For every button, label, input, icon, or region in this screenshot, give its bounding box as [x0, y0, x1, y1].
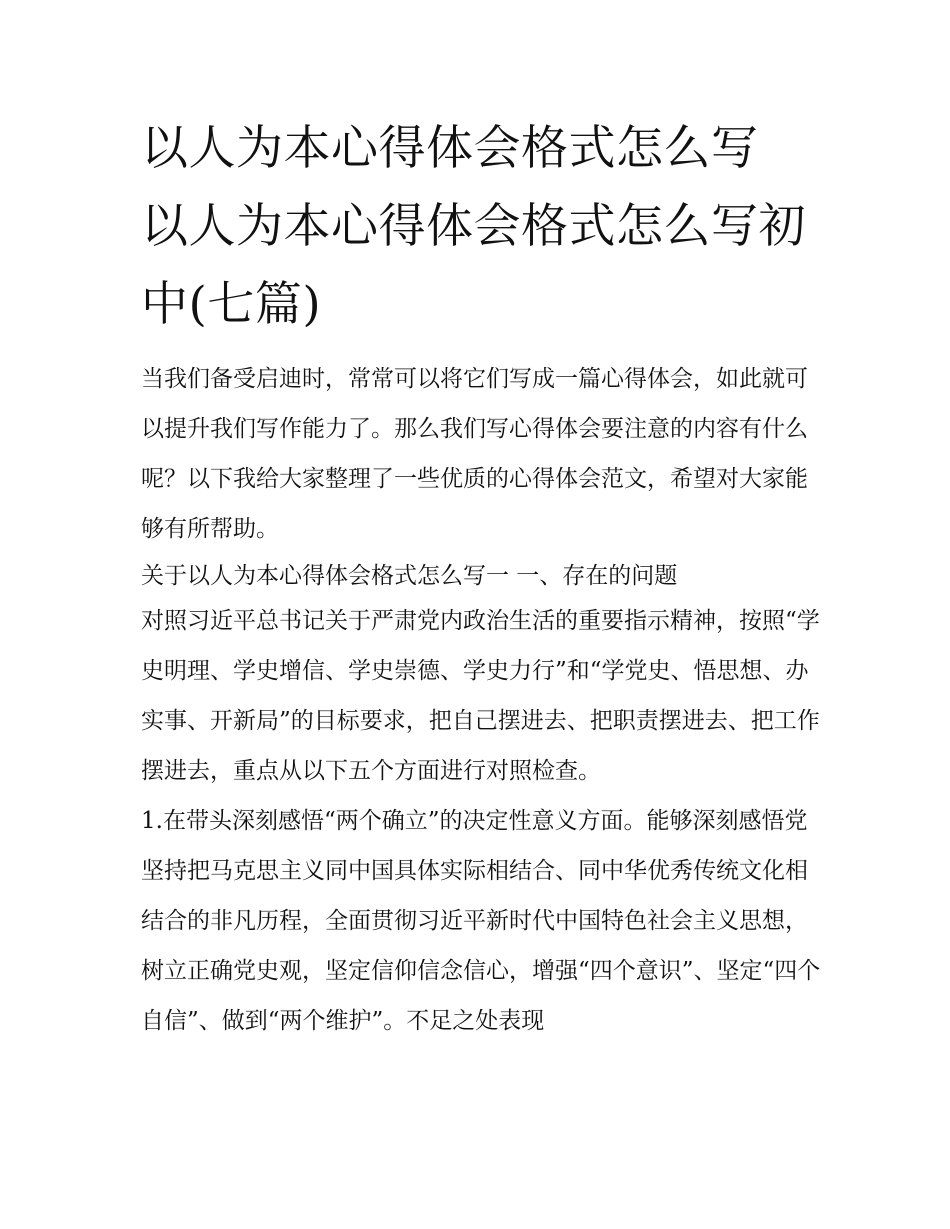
intro-paragraph: 当我们备受启迪时，常常可以将它们写成一篇心得体会，如此就可以提升我们写作能力了。那么我们写心得体会要注意的内容有什么呢？以下我给大家整理了一些优质的心得体会范文，希望对大家能够有所帮助。: [141, 366, 808, 542]
body-paragraph: 对照习近平总书记关于严肃党内政治生活的重要指示精神，按照“学史明理、学史增信、学史崇德、学史力行”和“学党史、悟思想、办实事、开新局”的目标要求，把自己摆进去、把职责摆进去、把工作摆进去，重点从以下五个方面进行对照检查。: [141, 608, 820, 784]
section-heading: 关于以人为本心得体会格式怎么写一 一、存在的问题: [141, 563, 678, 589]
list-item-paragraph: 1.在带头深刻感悟“两个确立”的决定性意义方面。能够深刻感悟党坚持把马克思主义同中国具体实际相结合、同中华优秀传统文化相结合的非凡历程，全面贯彻习近平新时代中国特色社会主义思想，树立正确党史观，坚定信仰信念信心，增强“四个意识”、坚定“四个自信”、做到“两个维护”。不足之处表现: [141, 808, 821, 1034]
document-body: [141, 110, 821, 1046]
document-title: 以人为本心得体会格式怎么写 以人为本心得体会格式怎么写初中(七篇): [141, 121, 806, 332]
